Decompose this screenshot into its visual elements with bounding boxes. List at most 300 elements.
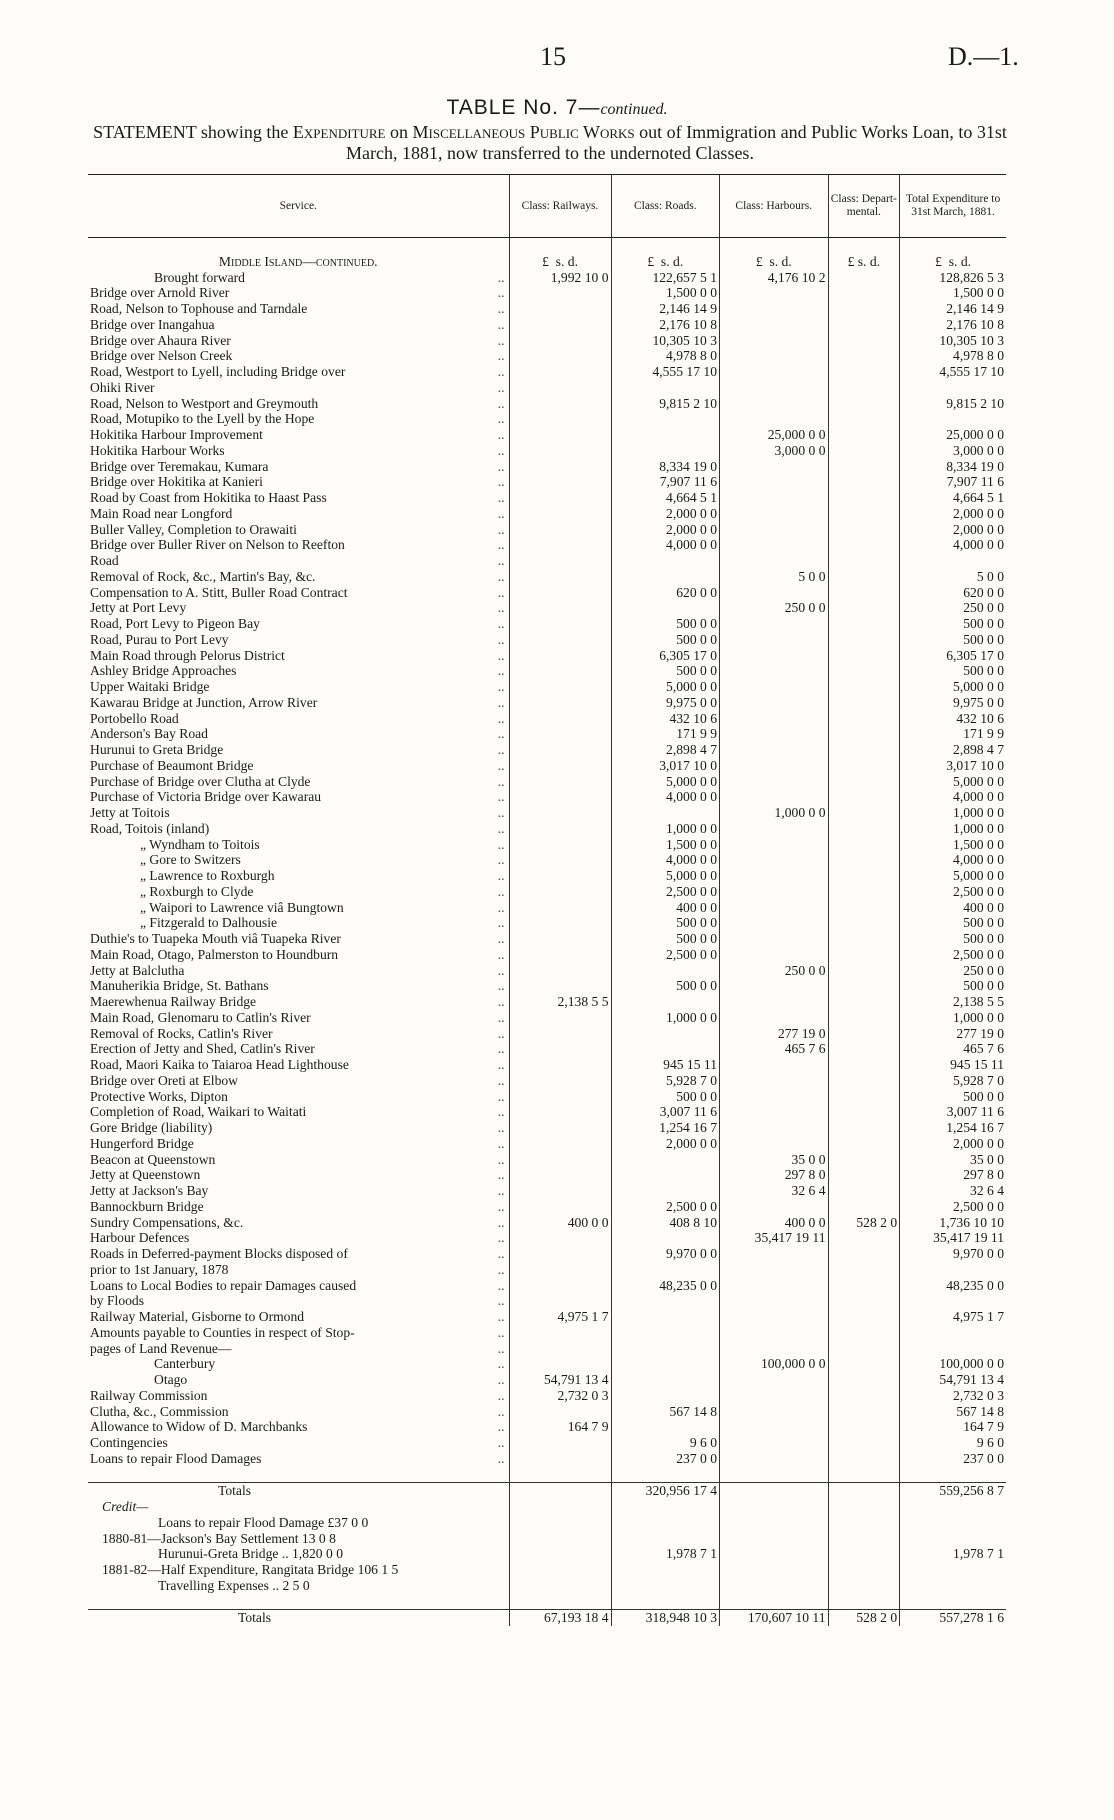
service-label: Ashley Bridge Approaches	[90, 663, 237, 679]
credit-roads	[611, 1531, 720, 1547]
cell-roads: 5,000 0 0	[611, 774, 720, 790]
cell-harbours	[720, 852, 829, 868]
col-harbours: Class: Harbours.	[720, 175, 829, 238]
cell-harbours: 35,417 19 11	[720, 1230, 829, 1246]
empty-cell	[509, 1499, 611, 1515]
cell-total	[900, 411, 1006, 427]
cell-departmental	[828, 868, 900, 884]
credit-line-cell	[88, 1578, 509, 1594]
cell-railways	[509, 900, 611, 916]
grand-total-harbours: 170,607 10 11	[720, 1610, 829, 1626]
cell-departmental	[828, 931, 900, 947]
cell-total: 3,017 10 0	[900, 758, 1006, 774]
service-cell	[88, 1136, 509, 1152]
cell-railways	[509, 1404, 611, 1420]
service-cell	[88, 742, 509, 758]
statement-on: on	[390, 122, 408, 142]
table-row	[88, 868, 1006, 884]
subtotal-departmental	[828, 1483, 900, 1499]
cell-total: 2,500 0 0	[900, 1199, 1006, 1215]
service-cell	[88, 837, 509, 853]
cell-total: 2,176 10 8	[900, 317, 1006, 333]
empty-cell	[720, 1499, 829, 1515]
credit-line-row	[88, 1515, 1006, 1531]
cell-railways	[509, 1262, 611, 1278]
cell-railways	[509, 679, 611, 695]
service-label: Jetty at Jackson's Bay	[90, 1183, 209, 1198]
cell-departmental	[828, 600, 900, 616]
service-label: Sundry Compensations, &c.	[90, 1214, 244, 1230]
service-cell	[88, 852, 509, 868]
table-row	[88, 1372, 1006, 1388]
service-label: Jetty at Toitois	[90, 805, 170, 820]
service-cell	[88, 553, 509, 569]
cell-departmental	[828, 1325, 900, 1341]
cell-railways	[509, 1041, 611, 1057]
table-row	[88, 679, 1006, 695]
leader-dots: ..	[497, 458, 505, 474]
table-row	[88, 648, 1006, 664]
cell-harbours: 100,000 0 0	[720, 1356, 829, 1372]
service-cell	[88, 1057, 509, 1073]
cell-roads: 9,970 0 0	[611, 1246, 720, 1262]
service-cell	[88, 931, 509, 947]
cell-departmental	[828, 522, 900, 538]
statement-rest: out of Immigration and Public Works Loan, to 31st March, 1881, now transferred to the undernoted Classes.	[346, 122, 1007, 163]
cell-total: 4,978 8 0	[900, 348, 1006, 364]
cell-departmental	[828, 900, 900, 916]
cell-railways	[509, 443, 611, 459]
cell-roads	[611, 1167, 720, 1183]
service-cell	[88, 333, 509, 349]
cell-railways	[509, 1325, 611, 1341]
leader-dots: ..	[497, 1135, 505, 1151]
table-row	[88, 443, 1006, 459]
credit-line-row	[88, 1531, 1006, 1547]
cell-departmental	[828, 317, 900, 333]
cell-harbours	[720, 1293, 829, 1309]
cell-harbours	[720, 695, 829, 711]
cell-total: 4,664 5 1	[900, 490, 1006, 506]
leader-dots: ..	[497, 1261, 505, 1277]
cell-roads: 500 0 0	[611, 1089, 720, 1105]
cell-departmental	[828, 396, 900, 412]
cell-harbours	[720, 1404, 829, 1420]
service-label: „ Fitzgerald to Dalhousie	[140, 915, 278, 931]
table-row	[88, 695, 1006, 711]
credit-line: Travelling Expenses .. 2 5 0	[158, 1577, 310, 1593]
cell-railways	[509, 380, 611, 396]
table-row	[88, 396, 1006, 412]
cell-departmental	[828, 490, 900, 506]
service-cell	[88, 963, 509, 979]
cell-railways: 2,732 0 3	[509, 1388, 611, 1404]
cell-total: 4,975 1 7	[900, 1309, 1006, 1325]
leader-dots: ..	[497, 490, 505, 505]
cell-departmental	[828, 1041, 900, 1057]
cell-roads: 10,305 10 3	[611, 333, 720, 349]
service-cell	[88, 821, 509, 837]
cell-harbours	[720, 837, 829, 853]
empty-cell	[720, 1562, 829, 1578]
cell-roads: 2,146 14 9	[611, 301, 720, 317]
cell-departmental	[828, 380, 900, 396]
cell-total: 465 7 6	[900, 1041, 1006, 1057]
service-label: by Floods	[90, 1293, 145, 1309]
cell-railways	[509, 364, 611, 380]
table-row	[88, 852, 1006, 868]
service-label: Purchase of Bridge over Clutha at Clyde	[90, 773, 311, 789]
table-row	[88, 1309, 1006, 1325]
cell-harbours	[720, 474, 829, 490]
cell-railways	[509, 884, 611, 900]
cell-total: 6,305 17 0	[900, 648, 1006, 664]
cell-roads: 7,907 11 6	[611, 474, 720, 490]
units-roads: £ s. d.	[611, 254, 720, 270]
service-label: Portobello Road	[90, 710, 179, 726]
cell-departmental	[828, 301, 900, 317]
leader-dots: ..	[497, 332, 505, 348]
credit-label: Credit—	[102, 1499, 149, 1514]
cell-roads	[611, 380, 720, 396]
service-label: Allowance to Widow of D. Marchbanks	[90, 1419, 308, 1435]
cell-roads	[611, 1388, 720, 1404]
cell-departmental	[828, 1073, 900, 1089]
cell-harbours	[720, 1309, 829, 1325]
service-label: Road, Westport to Lyell, including Bridge over	[90, 364, 346, 379]
grand-total-label-cell	[88, 1610, 509, 1626]
service-label: Hurunui to Greta Bridge	[90, 742, 224, 757]
cell-roads: 945 15 11	[611, 1057, 720, 1073]
cell-total: 2,732 0 3	[900, 1388, 1006, 1404]
cell-harbours	[720, 333, 829, 349]
service-label: Bridge over Buller River on Nelson to Reefton	[90, 537, 345, 553]
service-label: Removal of Rock, &c., Martin's Bay, &c.	[90, 568, 316, 584]
service-label: Amounts payable to Counties in respect of Stop-	[90, 1324, 355, 1340]
cell-departmental	[828, 789, 900, 805]
table-body	[88, 238, 1006, 1627]
cell-harbours	[720, 726, 829, 742]
grand-total-total: 557,278 1 6	[900, 1610, 1006, 1626]
service-cell	[88, 1404, 509, 1420]
cell-railways	[509, 522, 611, 538]
leader-dots: ..	[497, 269, 505, 285]
cell-railways	[509, 427, 611, 443]
table-row	[88, 1325, 1006, 1341]
leader-dots: ..	[497, 631, 505, 647]
cell-total: 5,928 7 0	[900, 1073, 1006, 1089]
service-cell	[88, 947, 509, 963]
service-label: Road, Nelson to Tophouse and Tarndale	[90, 301, 308, 316]
table-row	[88, 411, 1006, 427]
cell-railways	[509, 758, 611, 774]
cell-total: 277 19 0	[900, 1026, 1006, 1042]
table-row	[88, 1404, 1006, 1420]
service-cell	[88, 1010, 509, 1026]
empty-cell	[611, 1499, 720, 1515]
service-label: Brought forward	[154, 269, 245, 285]
cell-roads: 4,000 0 0	[611, 852, 720, 868]
cell-total: 1,736 10 10	[900, 1215, 1006, 1231]
cell-harbours	[720, 947, 829, 963]
empty-cell	[828, 1562, 900, 1578]
service-label: Road, Nelson to Westport and Greymouth	[90, 395, 319, 411]
cell-harbours: 32 6 4	[720, 1183, 829, 1199]
service-cell	[88, 758, 509, 774]
service-label: prior to 1st January, 1878	[90, 1261, 229, 1277]
service-cell	[88, 978, 509, 994]
grand-total-railways: 67,193 18 4	[509, 1610, 611, 1626]
cell-roads	[611, 1026, 720, 1042]
leader-dots: ..	[497, 1088, 505, 1104]
cell-total: 1,500 0 0	[900, 285, 1006, 301]
service-cell	[88, 1199, 509, 1215]
cell-railways	[509, 1089, 611, 1105]
cell-railways	[509, 663, 611, 679]
cell-railways	[509, 474, 611, 490]
credit-line-cell	[88, 1515, 509, 1531]
cell-departmental	[828, 411, 900, 427]
cell-total: 500 0 0	[900, 663, 1006, 679]
table-row	[88, 333, 1006, 349]
cell-total: 500 0 0	[900, 978, 1006, 994]
statement-lead: STATEMENT showing the	[93, 122, 289, 142]
cell-departmental	[828, 648, 900, 664]
leader-dots: ..	[497, 1419, 505, 1435]
service-label: „ Gore to Switzers	[140, 852, 241, 868]
cell-railways	[509, 1183, 611, 1199]
service-label: Gore Bridge (liability)	[90, 1120, 213, 1135]
service-cell	[88, 600, 509, 616]
service-cell	[88, 994, 509, 1010]
credit-line-cell	[88, 1531, 509, 1547]
cell-total	[900, 553, 1006, 569]
cell-total	[900, 1262, 1006, 1278]
service-cell	[88, 427, 509, 443]
service-label: Duthie's to Tuapeka Mouth viâ Tuapeka River	[90, 931, 341, 946]
cell-roads: 171 9 9	[611, 726, 720, 742]
cell-departmental	[828, 805, 900, 821]
table-row	[88, 963, 1006, 979]
service-label: Main Road, Glenomaru to Catlin's River	[90, 1009, 311, 1025]
cell-departmental	[828, 364, 900, 380]
service-label: Bridge over Hokitika at Kanieri	[90, 474, 263, 490]
cell-roads	[611, 553, 720, 569]
cell-harbours	[720, 285, 829, 301]
cell-railways	[509, 301, 611, 317]
service-cell	[88, 348, 509, 364]
service-cell	[88, 270, 509, 286]
cell-total: 1,000 0 0	[900, 1010, 1006, 1026]
table-row	[88, 1152, 1006, 1168]
leader-dots: ..	[497, 1277, 505, 1293]
cell-departmental	[828, 711, 900, 727]
cell-departmental	[828, 506, 900, 522]
cell-railways	[509, 585, 611, 601]
service-cell	[88, 1325, 509, 1341]
service-cell	[88, 490, 509, 506]
units-row	[88, 254, 1006, 270]
service-cell	[88, 1309, 509, 1325]
cell-roads: 1,500 0 0	[611, 285, 720, 301]
table-row	[88, 900, 1006, 916]
cell-roads: 5,928 7 0	[611, 1073, 720, 1089]
cell-roads: 2,000 0 0	[611, 522, 720, 538]
service-label: „ Roxburgh to Clyde	[140, 883, 254, 899]
cell-harbours	[720, 301, 829, 317]
cell-roads: 1,500 0 0	[611, 837, 720, 853]
service-label: pages of Land Revenue—	[90, 1340, 232, 1356]
cell-total: 250 0 0	[900, 963, 1006, 979]
table-row	[88, 663, 1006, 679]
cell-total: 4,000 0 0	[900, 789, 1006, 805]
leader-dots: ..	[497, 789, 505, 805]
leader-dots: ..	[497, 1324, 505, 1340]
service-label: Road by Coast from Hokitika to Haast Pass	[90, 490, 327, 505]
service-label: Completion of Road, Waikari to Waitati	[90, 1104, 307, 1120]
leader-dots: ..	[497, 411, 505, 427]
service-cell	[88, 411, 509, 427]
leader-dots: ..	[497, 301, 505, 316]
service-cell	[88, 396, 509, 412]
cell-roads	[611, 805, 720, 821]
service-label: Bridge over Oreti at Elbow	[90, 1072, 238, 1088]
cell-total	[900, 1325, 1006, 1341]
cell-roads: 567 14 8	[611, 1404, 720, 1420]
service-label: Main Road near Longford	[90, 505, 233, 521]
leader-dots: ..	[497, 978, 505, 994]
cell-roads: 9 6 0	[611, 1435, 720, 1451]
leader-dots: ..	[497, 395, 505, 411]
section-heading: Middle Island—continued.	[218, 253, 378, 269]
cell-departmental	[828, 632, 900, 648]
col-roads: Class: Roads.	[611, 175, 720, 238]
service-cell	[88, 1278, 509, 1294]
cell-departmental	[828, 585, 900, 601]
service-cell	[88, 1041, 509, 1057]
grand-total-roads: 318,948 10 3	[611, 1610, 720, 1626]
cell-harbours	[720, 774, 829, 790]
col-total: Total Expenditure to 31st March, 1881.	[900, 175, 1006, 238]
service-cell	[88, 1293, 509, 1309]
table-row	[88, 616, 1006, 632]
cell-roads	[611, 963, 720, 979]
cell-total: 620 0 0	[900, 585, 1006, 601]
cell-roads: 9,975 0 0	[611, 695, 720, 711]
cell-total: 500 0 0	[900, 632, 1006, 648]
service-cell	[88, 1246, 509, 1262]
cell-total	[900, 1293, 1006, 1309]
leader-dots: ..	[497, 1151, 505, 1167]
leader-dots: ..	[497, 931, 505, 946]
credit-roads	[611, 1562, 720, 1578]
table-row	[88, 1262, 1006, 1278]
cell-total: 9,970 0 0	[900, 1246, 1006, 1262]
service-cell	[88, 443, 509, 459]
cell-roads: 2,500 0 0	[611, 884, 720, 900]
service-cell	[88, 695, 509, 711]
table-row	[88, 1010, 1006, 1026]
cell-harbours	[720, 1089, 829, 1105]
service-cell	[88, 711, 509, 727]
table-row	[88, 947, 1006, 963]
cell-roads: 6,305 17 0	[611, 648, 720, 664]
cell-total: 4,000 0 0	[900, 537, 1006, 553]
cell-total: 128,826 5 3	[900, 270, 1006, 286]
units-total: £ s. d.	[900, 254, 1006, 270]
cell-roads: 1,254 16 7	[611, 1120, 720, 1136]
cell-harbours	[720, 1120, 829, 1136]
cell-roads	[611, 1372, 720, 1388]
empty-cell	[509, 1578, 611, 1594]
cell-railways	[509, 711, 611, 727]
leader-dots: ..	[497, 442, 505, 458]
leader-dots: ..	[497, 1041, 505, 1057]
cell-departmental	[828, 1435, 900, 1451]
cell-railways	[509, 285, 611, 301]
cell-harbours	[720, 821, 829, 837]
cell-departmental	[828, 1278, 900, 1294]
empty-cell	[720, 1531, 829, 1547]
cell-railways	[509, 396, 611, 412]
cell-departmental	[828, 1089, 900, 1105]
cell-departmental	[828, 1404, 900, 1420]
service-cell	[88, 1183, 509, 1199]
cell-harbours	[720, 884, 829, 900]
cell-roads	[611, 443, 720, 459]
cell-harbours	[720, 411, 829, 427]
cell-harbours	[720, 1341, 829, 1357]
service-label: Purchase of Victoria Bridge over Kawarau	[90, 789, 322, 805]
cell-railways	[509, 616, 611, 632]
cell-railways	[509, 569, 611, 585]
cell-departmental	[828, 1293, 900, 1309]
cell-railways	[509, 506, 611, 522]
cell-total: 48,235 0 0	[900, 1278, 1006, 1294]
cell-departmental	[828, 459, 900, 475]
cell-total: 10,305 10 3	[900, 333, 1006, 349]
credit-total	[900, 1515, 1006, 1531]
cell-total: 5,000 0 0	[900, 679, 1006, 695]
table-row	[88, 1026, 1006, 1042]
cell-harbours	[720, 396, 829, 412]
cell-departmental	[828, 947, 900, 963]
credit-roads	[611, 1515, 720, 1531]
service-cell	[88, 1451, 509, 1467]
cell-railways	[509, 411, 611, 427]
leader-dots: ..	[497, 285, 505, 301]
table-row	[88, 1104, 1006, 1120]
table-title-continued: continued.	[600, 101, 668, 118]
cell-departmental	[828, 1167, 900, 1183]
credit-total	[900, 1531, 1006, 1547]
cell-roads: 620 0 0	[611, 585, 720, 601]
leader-dots: ..	[497, 1183, 505, 1198]
cell-roads	[611, 569, 720, 585]
cell-total: 1,000 0 0	[900, 805, 1006, 821]
service-cell	[88, 774, 509, 790]
cell-roads: 2,000 0 0	[611, 506, 720, 522]
statement-heading	[80, 122, 1020, 164]
leader-dots: ..	[497, 1387, 505, 1403]
cell-total: 1,254 16 7	[900, 1120, 1006, 1136]
service-label: Jetty at Queenstown	[90, 1167, 201, 1183]
cell-harbours	[720, 994, 829, 1010]
grand-total-departmental: 528 2 0	[828, 1610, 900, 1626]
service-cell	[88, 1388, 509, 1404]
table-row	[88, 758, 1006, 774]
leader-dots: ..	[497, 647, 505, 663]
